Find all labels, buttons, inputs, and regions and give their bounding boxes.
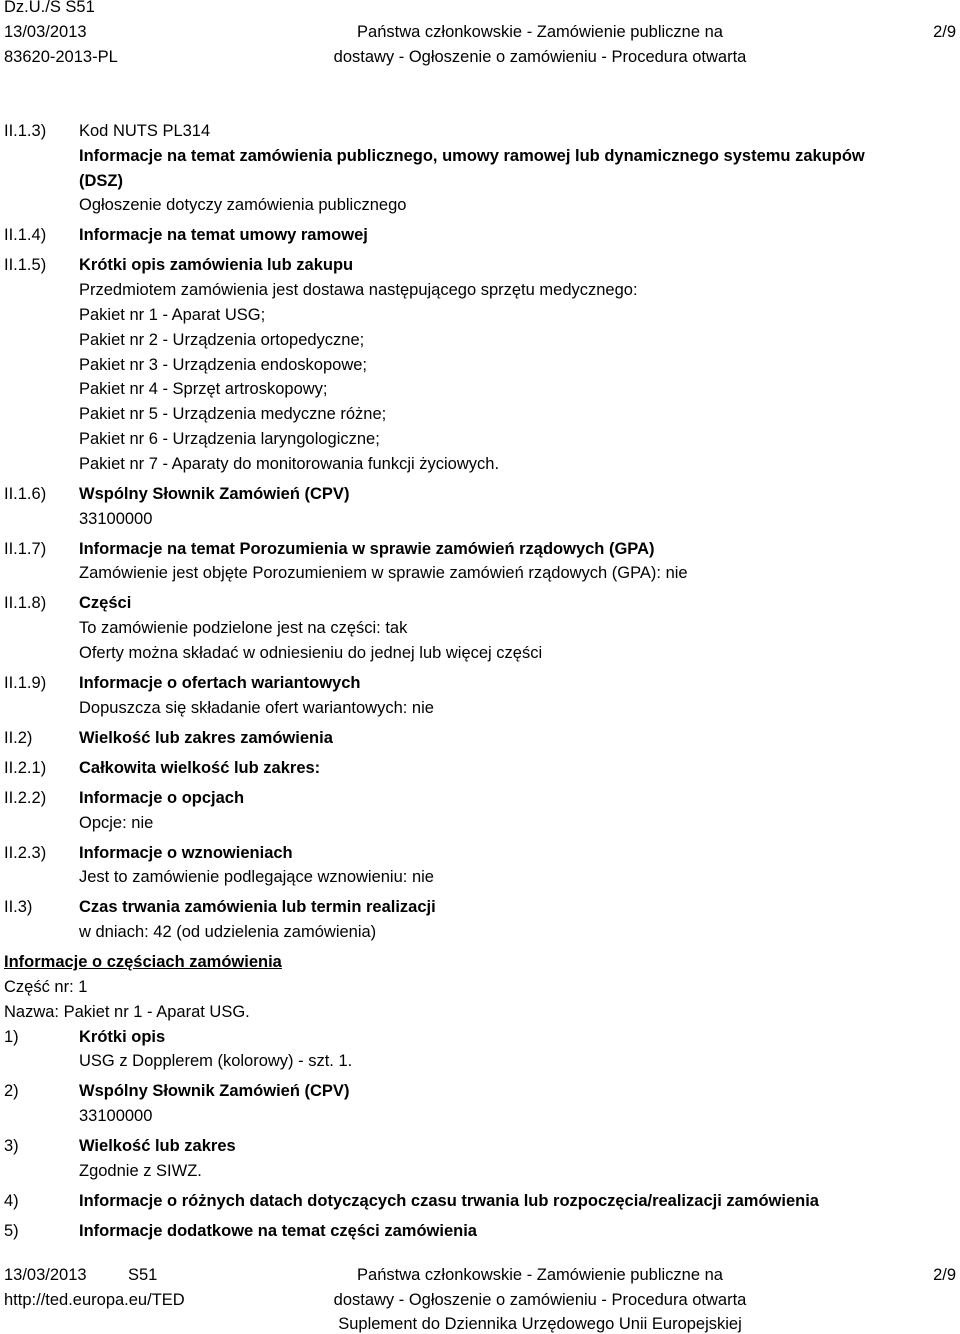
section-number: II.2) bbox=[4, 728, 33, 747]
section-heading: (DSZ) bbox=[79, 171, 123, 190]
part-item-title: Wspólny Słownik Zamówień (CPV) bbox=[79, 1082, 350, 1101]
section-text: Dopuszcza się składanie ofert wariantowych: nie bbox=[79, 698, 434, 717]
section-text: Pakiet nr 6 - Urządzenia laryngologiczne; bbox=[79, 430, 380, 448]
section-heading: Czas trwania zamówienia lub termin realizacji bbox=[79, 898, 436, 917]
section-heading: Informacje o opcjach bbox=[79, 788, 245, 807]
part-name: Nazwa: Pakiet nr 1 - Aparat USG. bbox=[4, 1002, 250, 1021]
part-item-title: Wielkość lub zakres bbox=[79, 1137, 236, 1156]
footer-series: S51 bbox=[128, 1266, 158, 1284]
section-number: II.3) bbox=[4, 898, 33, 917]
section-number: II.2.2) bbox=[4, 788, 47, 807]
section-text: Pakiet nr 2 - Urządzenia ortopedyczne; bbox=[79, 330, 365, 349]
header-page-number: 2/9 bbox=[933, 23, 956, 41]
section-number: II.1.5) bbox=[4, 256, 47, 275]
section-text: Jest to zamówienie podlegające wznowieniu: nie bbox=[79, 868, 434, 887]
section-heading: Informacje na temat Porozumienia w sprawie zamówień rządowych (GPA) bbox=[79, 539, 655, 558]
part-item-number: 4) bbox=[4, 1192, 19, 1210]
section-number: II.1.8) bbox=[4, 594, 47, 613]
section-number: II.2.1) bbox=[4, 758, 47, 777]
part-item-title: Krótki opis bbox=[79, 1027, 166, 1046]
part-item-number: 2) bbox=[4, 1082, 19, 1101]
parts-heading: Informacje o częściach zamówienia bbox=[4, 953, 282, 972]
header-title-line2: dostawy - Ogłoszenie o zamówieniu - Procedura otwarta bbox=[333, 48, 747, 66]
part-item-value: USG z Dopplerem (kolorowy) - szt. 1. bbox=[79, 1052, 353, 1071]
footer-title-line1: Państwa członkowskie - Zamówienie publiczne na bbox=[357, 1266, 723, 1284]
footer-date: 13/03/2013 bbox=[4, 1266, 87, 1284]
section-text: Ogłoszenie dotyczy zamówienia publicznego bbox=[79, 196, 407, 215]
section-text: Pakiet nr 4 - Sprzęt artroskopowy; bbox=[79, 380, 328, 399]
footer-title-line2: dostawy - Ogłoszenie o zamówieniu - Procedura otwarta bbox=[333, 1291, 747, 1309]
part-item-value: 33100000 bbox=[79, 1107, 153, 1126]
section-text: Pakiet nr 5 - Urządzenia medyczne różne; bbox=[79, 405, 387, 424]
section-text: Kod NUTS PL314 bbox=[79, 122, 211, 140]
section-heading: Wspólny Słownik Zamówień (CPV) bbox=[79, 484, 350, 503]
header-docid: 83620-2013-PL bbox=[4, 48, 118, 66]
footer-url[interactable]: http://ted.europa.eu/TED bbox=[4, 1291, 185, 1309]
header-title-line1: Państwa członkowskie - Zamówienie publiczne na bbox=[357, 23, 723, 41]
part-item-value: Zgodnie z SIWZ. bbox=[79, 1162, 202, 1180]
section-heading: Części bbox=[79, 594, 132, 613]
footer-page-number: 2/9 bbox=[933, 1266, 956, 1284]
part-item-number: 1) bbox=[4, 1027, 19, 1046]
part-item-number: 3) bbox=[4, 1137, 19, 1156]
section-number: II.1.3) bbox=[4, 122, 47, 140]
section-heading: Krótki opis zamówienia lub zakupu bbox=[79, 256, 354, 275]
section-text: Oferty można składać w odniesieniu do jednej lub więcej części bbox=[79, 644, 543, 662]
section-text: Opcje: nie bbox=[79, 813, 154, 832]
section-heading: Informacje o wznowieniach bbox=[79, 843, 293, 862]
section-number: II.1.9) bbox=[4, 674, 47, 692]
section-text: Przedmiotem zamówienia jest dostawa następującego sprzętu medycznego: bbox=[79, 281, 638, 300]
section-text: Zamówienie jest objęte Porozumieniem w sprawie zamówień rządowych (GPA): nie bbox=[79, 564, 688, 583]
section-text: w dniach: 42 (od udzielenia zamówienia) bbox=[79, 923, 377, 942]
section-number: II.1.4) bbox=[4, 226, 47, 245]
section-text: Pakiet nr 3 - Urządzenia endoskopowe; bbox=[79, 355, 367, 374]
part-number: Część nr: 1 bbox=[4, 978, 88, 996]
section-text: 33100000 bbox=[79, 509, 153, 528]
part-item-title: Informacje o różnych datach dotyczących czasu trwania lub rozpoczęcia/realizacji zamówienia bbox=[79, 1192, 819, 1210]
part-item-title: Informacje dodatkowe na temat części zamówienia bbox=[79, 1222, 477, 1240]
section-number: II.1.7) bbox=[4, 539, 47, 558]
header-date: 13/03/2013 bbox=[4, 23, 87, 41]
section-heading: Wielkość lub zakres zamówienia bbox=[79, 728, 333, 747]
section-text: Pakiet nr 7 - Aparaty do monitorowania funkcji życiowych. bbox=[79, 454, 500, 473]
section-number: II.1.6) bbox=[4, 484, 47, 503]
part-item-number: 5) bbox=[4, 1222, 19, 1240]
section-heading: Informacje na temat umowy ramowej bbox=[79, 226, 368, 245]
section-number: II.2.3) bbox=[4, 843, 47, 862]
section-heading: Informacje o ofertach wariantowych bbox=[79, 674, 361, 692]
header-journal: Dz.U./S S51 bbox=[4, 0, 95, 16]
section-text: Pakiet nr 1 - Aparat USG; bbox=[79, 306, 266, 324]
section-heading: Całkowita wielkość lub zakres: bbox=[79, 758, 321, 777]
section-heading: Informacje na temat zamówienia publicznego, umowy ramowej lub dynamicznego systemu zakupów bbox=[79, 146, 865, 165]
footer-title-line3: Suplement do Dziennika Urzędowego Unii Europejskiej bbox=[338, 1315, 742, 1333]
section-text: To zamówienie podzielone jest na części: tak bbox=[79, 619, 408, 638]
